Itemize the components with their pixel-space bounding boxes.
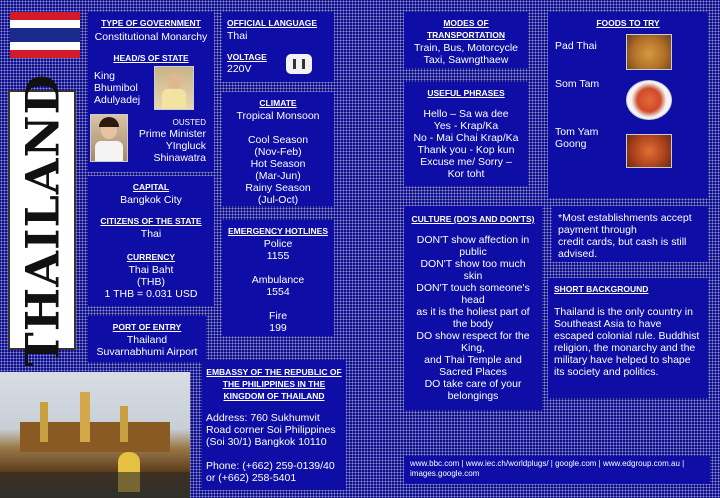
voltage-heading: VOLTAGE xyxy=(227,52,267,62)
heads-heading: HEAD/S OF STATE xyxy=(113,53,189,63)
culture-panel xyxy=(404,206,542,410)
port-panel xyxy=(88,316,206,362)
transport-panel xyxy=(404,12,528,68)
phrases-panel xyxy=(404,82,528,186)
foods-heading: FOODS TO TRY xyxy=(596,18,660,28)
phrases-value: Hello – Sa wa dee Yes - Krap/Ka No - Mai Chai Krap/Ka Thank you - Kop kun Excuse me/ Sorry – Kor toht xyxy=(413,108,519,180)
thai-flag xyxy=(10,12,80,58)
temple-photo xyxy=(0,372,190,498)
capital-heading: CAPITAL xyxy=(132,182,170,192)
payment-note: *Most establishments accept payment through credit cards, but cash is still advised. xyxy=(558,212,692,260)
embassy-value: Address: 760 Sukhumvit Road corner Soi Philippines (Soi 30/1) Bangkok 10110 Phone: (+662) 259-0139/40 or (+662) 258-5401 xyxy=(206,412,336,484)
climate-panel xyxy=(222,92,334,206)
climate-heading: CLIMATE xyxy=(259,98,297,108)
government-value: Constitutional Monarchy xyxy=(94,31,208,43)
background-heading: SHORT BACKGROUND xyxy=(554,284,649,294)
transport-value: Train, Bus, Motorcycle Taxi, Sawngthaew xyxy=(413,42,519,66)
phrases-heading: USEFUL PHRASES xyxy=(427,88,505,98)
currency-heading: CURRENCY xyxy=(126,252,176,262)
ousted-label: OUSTED xyxy=(172,118,206,127)
capital-panel xyxy=(88,176,214,306)
transport-heading: MODES OF TRANSPORTATION xyxy=(426,18,506,40)
tom-yam-photo xyxy=(626,134,672,168)
pad-thai-photo xyxy=(626,34,672,70)
citizens-heading: CITIZENS OF THE STATE xyxy=(100,216,202,226)
government-panel xyxy=(88,12,214,172)
king-name: King Bhumibol Adulyadej xyxy=(94,70,141,106)
country-title-banner xyxy=(8,73,76,367)
language-panel xyxy=(222,12,334,82)
food-pad-thai: Pad Thai xyxy=(555,40,597,52)
food-tom-yam: Tom Yam Goong xyxy=(555,126,599,150)
sources-footer xyxy=(404,456,710,484)
background-value: Thailand is the only country in Southeast Asia to have escaped colonial rule. Buddhist religion, the monarchy and the military have helped to shape its society and politics. xyxy=(554,306,700,378)
hotlines-heading: EMERGENCY HOTLINES xyxy=(228,226,328,236)
government-heading: TYPE OF GOVERNMENT xyxy=(101,18,201,28)
culture-value: DON'T show affection in public DON'T show too much skin DON'T touch someone's head as it is the holiest part of the body DO show respect for the King, and Thai Temple and Sacred Places DO take care of your belongings xyxy=(416,234,530,402)
sources-text: www.bbc.com | www.iec.ch/worldplugs/ | google.com | www.edgroup.com.au | images.google.com xyxy=(410,459,685,478)
power-plug-icon xyxy=(286,54,312,74)
pm-photo xyxy=(90,114,128,162)
som-tam-photo xyxy=(626,80,672,120)
background-panel xyxy=(548,278,708,398)
citizens-value: Thai xyxy=(140,228,162,240)
port-value: Thailand Suvarnabhumi Airport xyxy=(96,334,198,358)
embassy-panel xyxy=(202,360,346,490)
port-heading: PORT OF ENTRY xyxy=(112,322,182,332)
language-heading: OFFICIAL LANGUAGE xyxy=(227,18,318,28)
pm-name: Prime Minister YIngluck Shinawatra xyxy=(138,128,206,164)
capital-value: Bangkok City xyxy=(120,194,182,206)
currency-value: Thai Baht (THB) 1 THB = 0.031 USD xyxy=(104,264,198,300)
king-photo xyxy=(154,66,194,110)
climate-value: Tropical Monsoon Cool Season (Nov-Feb) Hot Season (Mar-Jun) Rainy Season (Jul-Oct) xyxy=(236,110,320,206)
culture-heading: CULTURE (DO'S AND DON'TS) xyxy=(411,214,535,224)
voltage-value: 220V xyxy=(227,63,252,75)
payment-panel xyxy=(552,206,708,262)
hotlines-panel xyxy=(222,220,334,336)
language-value: Thai xyxy=(227,30,248,42)
embassy-heading: EMBASSY OF THE REPUBLIC OF THE PHILIPPINES IN THE KINGDOM OF THAILAND xyxy=(206,367,342,401)
food-som-tam: Som Tam xyxy=(555,78,600,90)
foods-panel xyxy=(548,12,708,198)
hotlines-value: Police 1155 Ambulance 1554 Fire 199 xyxy=(251,238,305,334)
country-title: THAILAND xyxy=(15,73,69,367)
